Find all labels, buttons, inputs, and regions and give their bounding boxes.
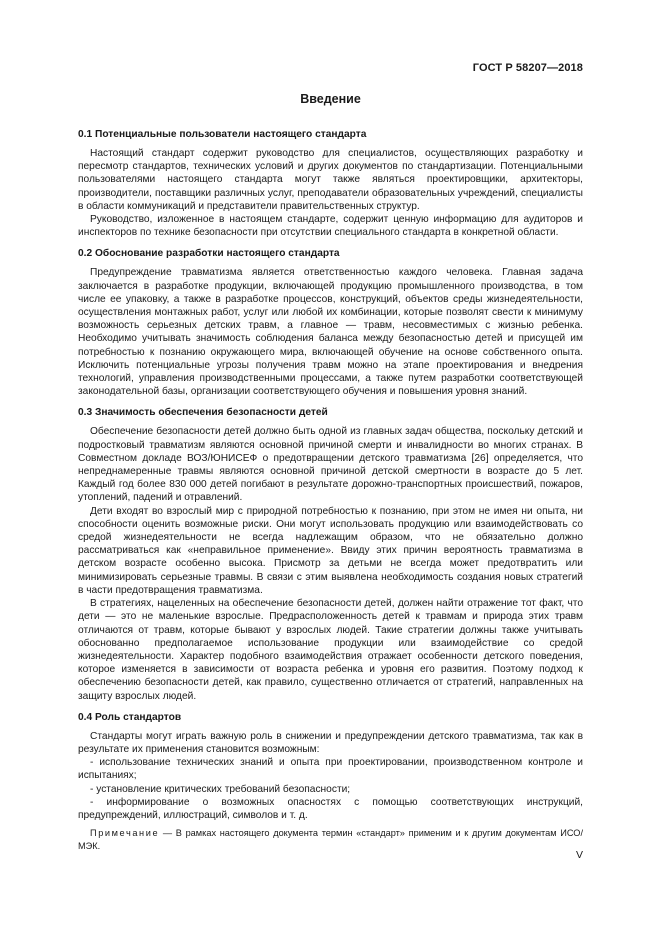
section-heading-0-1: 0.1 Потенциальные пользователи настоящего стандарта (78, 129, 367, 140)
page-title: Введение (300, 92, 361, 106)
note (78, 827, 583, 852)
note-text: — В рамках настоящего документа термин «стандарт» применим и к другим документам ИСО/МЭК. (78, 828, 583, 851)
section-heading-0-3: 0.3 Значимость обеспечения безопасности детей (78, 407, 328, 419)
paragraph: Дети входят во взрослый мир с природной потребностью к познанию, при этом не имея ни опыта, ни способности оценить возможные риски. Они могут использовать продукцию или взаимодействовать со средой жизнедеятельности не всегда надлежащим образом, что не обязательно должно рассматриваться как «неправильное применение». Ввиду этих причин вероятность травматизма в детском возрасте особенно высока. Присмотр за детьми не всегда может предотвратить или минимизировать серьезные травмы. В связи с этим выявлена необходимость создания новых стратегий в части предотвращения травматизма. (78, 505, 583, 596)
paragraph: Руководство, изложенное в настоящем стандарте, содержит ценную информацию для аудиторов и инспекторов по технике безопасности при отсутствии специального стандарта в конкретной области. (78, 214, 583, 239)
list-item: - установление критических требований безопасности; (90, 783, 351, 795)
note-label: Примечание (90, 828, 160, 839)
standard-code: ГОСТ Р 58207—2018 (472, 62, 583, 74)
document-body (78, 128, 583, 852)
list-item: - информирование о возможных опасностях с помощью соответствующих инструкций, предупреждений, иллюстраций, символов и т. д. (78, 796, 583, 821)
page-number: V (575, 849, 583, 861)
paragraph: В стратегиях, нацеленных на обеспечение безопасности детей, должен найти отражение тот факт, что дети — это не маленькие взрослые. Предрасположенность детей к травмам и природа этих травм отличаются от травм, которые бывают у взрослых людей. Такие стратегии должны также учитывать обоснованно предполагаемое использование продукции или взаимодействие со средой жизнедеятельности. Характер подобного взаимодействия отражает особенности детского поведения, которое изменяется в зависимости от возраста ребенка и уровня его развития. Поэтому подход к обеспечению безопасности детей, как правило, существенно отличается от стратегий, направленных на защиту взрослых людей. (78, 598, 583, 702)
paragraph: Стандарты могут играть важную роль в снижении и предупреждении детского травматизма, так как в результате их применения становится возможным: (78, 730, 583, 755)
paragraph: Предупреждение травматизма является ответственностью каждого человека. Главная задача заключается в разработке продукции, включающей продукцию промышленного производства, в том числе ее упаковку, а также в разработке процессов, конструкций, объектов среды жизнедеятельности, осуществления монтажных работ, услуг или любой их комбинации, которые позволят свести к минимуму возможность серьезных детских травм, а главное — травм, несовместимых с жизнью ребенка. Необходимо учитывать значимость соблюдения баланса между безопасностью детей и присущей им потребностью к познанию окружающего мира, включающей обучение на основе собственного опыта. Исключить потенциальные угрозы получения травм можно на этапе проектирования и внедрения технологий, управления производственными процессами, а также путем разработки соответствующей законодательной базы, организации соответствующего обучения и повышения уровня знаний. (78, 267, 583, 398)
paragraph: Обеспечение безопасности детей должно быть одной из главных задач общества, поскольку детский и подростковый травматизм являются основной причиной смерти и инвалидности во многих странах. В Совместном докладе ВОЗ/ЮНИСЕФ о предотвращении детского травматизма [26] определяется, что непреднамеренные травмы являются основной причиной детской смертности в возрасте до 5 лет. Каждый год более 830 000 детей погибают в результате дорожно-транспортных происшествий, пожаров, утоплений, падений и отравлений. (78, 426, 583, 504)
section-heading-0-4: 0.4 Роль стандартов (78, 711, 182, 723)
section-heading-0-2: 0.2 Обоснование разработки настоящего стандарта (78, 248, 340, 260)
paragraph: Настоящий стандарт содержит руководство для специалистов, осуществляющих разработку и пересмотр стандартов, технических условий и других документов по стандартизации. Потенциальными пользователями настоящего стандарта могут также являться проектировщики, архитекторы, производители, поставщики различных услуг, преподаватели образовательных учреждений, специалисты в области коммуникаций и представители правительственных структур. (78, 148, 583, 212)
list-item: - использование технических знаний и опыта при проектировании, производственном контроле и испытаниях; (78, 757, 583, 782)
